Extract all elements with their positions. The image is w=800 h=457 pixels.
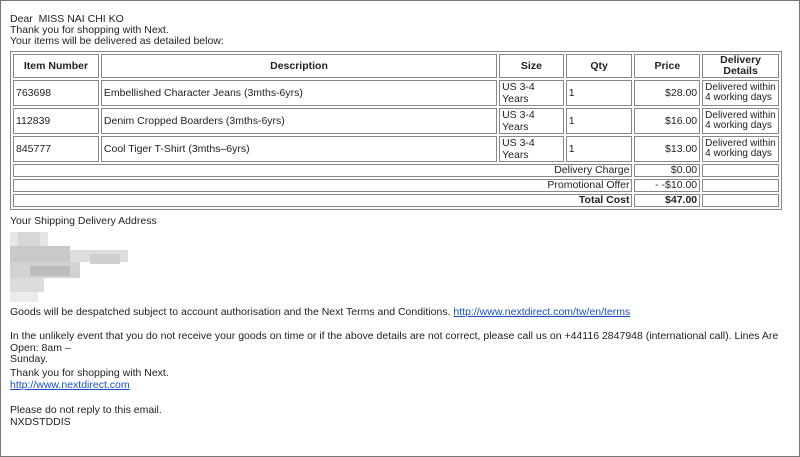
customer-name: MISS NAI CHI KO: [38, 13, 124, 25]
qty-cell: 1: [566, 136, 633, 162]
contact-line-2: Sunday.: [10, 353, 48, 365]
table-row: [13, 108, 779, 134]
header-delivery-details: Delivery Details: [702, 54, 779, 78]
summary-empty-cell: [702, 179, 779, 192]
shipping-heading: Your Shipping Delivery Address: [10, 215, 157, 227]
header-price: Price: [634, 54, 700, 78]
terms-link[interactable]: http://www.nextdirect.com/tw/en/terms: [453, 306, 631, 318]
description-cell: Denim Cropped Boarders (3mths-6yrs): [101, 108, 497, 134]
order-table: [10, 51, 782, 210]
greeting-intro: Your items will be delivered as detailed below:: [10, 35, 224, 47]
footer-block: [10, 405, 795, 428]
delivery-cell: Delivered within 4 working days: [702, 80, 779, 106]
summary-row-delivery-charge: [13, 164, 779, 177]
size-cell: US 3-4 Years: [499, 136, 564, 162]
terms-paragraph: [10, 307, 795, 319]
closing-block: [10, 368, 795, 391]
redacted-address-image: [10, 232, 128, 302]
header-qty: Qty: [566, 54, 633, 78]
item-number-cell: 845777: [13, 136, 99, 162]
closing-thanks: Thank you for shopping with Next.: [10, 367, 169, 379]
table-row: [13, 80, 779, 106]
summary-label: Promotional Offer: [13, 179, 632, 192]
greeting-block: [10, 14, 795, 47]
summary-label: Delivery Charge: [13, 164, 632, 177]
delivery-cell: Delivered within 4 working days: [702, 108, 779, 134]
price-cell: $28.00: [634, 80, 700, 106]
item-number-cell: 112839: [13, 108, 99, 134]
summary-value: $47.00: [634, 194, 700, 207]
table-row: [13, 136, 779, 162]
reference-code: NXDSTDDIS: [10, 415, 71, 428]
greeting-thanks: Thank you for shopping with Next.: [10, 24, 169, 36]
summary-value: $0.00: [634, 164, 700, 177]
item-number-cell: 763698: [13, 80, 99, 106]
summary-label: Total Cost: [13, 194, 632, 207]
delivery-cell: Delivered within 4 working days: [702, 136, 779, 162]
price-cell: $16.00: [634, 108, 700, 134]
header-description: Description: [101, 54, 497, 78]
dear-label: Dear: [10, 13, 33, 25]
size-cell: US 3-4 Years: [499, 108, 564, 134]
price-cell: $13.00: [634, 136, 700, 162]
contact-paragraph: [10, 331, 795, 366]
summary-empty-cell: [702, 194, 779, 207]
table-header-row: [13, 54, 779, 78]
noreply-text: Please do not reply to this email.: [10, 404, 162, 416]
qty-cell: 1: [566, 80, 633, 106]
summary-row-total-cost: [13, 194, 779, 207]
header-item-number: Item Number: [13, 54, 99, 78]
summary-row-promotional-offer: [13, 179, 779, 192]
header-size: Size: [499, 54, 564, 78]
size-cell: US 3-4 Years: [499, 80, 564, 106]
nextdirect-link[interactable]: http://www.nextdirect.com: [10, 378, 130, 391]
summary-empty-cell: [702, 164, 779, 177]
description-cell: Embellished Character Jeans (3mths-6yrs): [101, 80, 497, 106]
description-cell: Cool Tiger T-Shirt (3mths–6yrs): [101, 136, 497, 162]
contact-line-1: In the unlikely event that you do not receive your goods on time or if the above details are not correct, please call us on +44116 2847948 (international call). Lines Are Open: 8am –: [10, 330, 779, 354]
qty-cell: 1: [566, 108, 633, 134]
summary-value: - -$10.00: [634, 179, 700, 192]
terms-text: Goods will be despatched subject to account authorisation and the Next Terms and Conditions.: [10, 306, 451, 318]
